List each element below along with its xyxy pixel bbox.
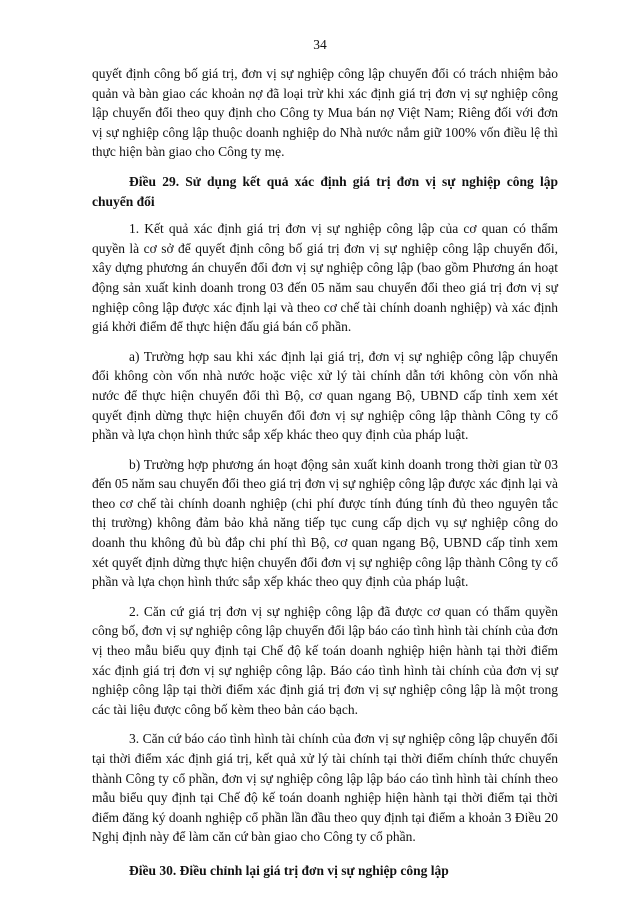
paragraph-continuation: quyết định công bố giá trị, đơn vị sự nghiệp công lập chuyển đổi có trách nhiệm bảo quản và bàn giao các khoản nợ đã loại trừ khi xác định giá trị đơn vị sự nghiệp công lập chuyển đổi theo quy định cho Công ty Mua bán nợ Việt Nam; Riêng đối với đơn vị sự nghiệp công lập thuộc doanh nghiệp do Nhà nước nắm giữ 100% vốn điều lệ thì thực hiện bàn giao cho Công ty mẹ. [92,66,558,160]
clause-1a: a) Trường hợp sau khi xác định lại giá trị, đơn vị sự nghiệp công lập chuyển đổi không còn vốn nhà nước hoặc việc xử lý tài chính dẫn tới không còn vốn nhà nước để thực hiện chuyển đổi thì Bộ, cơ quan ngang Bộ, UBND cấp tỉnh xem xét quyết định dừng thực hiện chuyển đổi đơn vị sự nghiệp công lập thành Công ty cổ phần và lựa chọn hình thức sắp xếp khác theo quy định của pháp luật. [92,348,558,443]
clause-2: 2. Căn cứ giá trị đơn vị sự nghiệp công lập đã được cơ quan có thẩm quyền công bố, đơn vị sự nghiệp công lập chuyển đổi lập báo cáo tình hình tài chính của đơn vị theo mẫu biểu quy định tại Chế độ kế toán doanh nghiệp hiện hành tại thời điểm xác định giá trị đơn vị sự nghiệp công lập. Báo cáo tình hình tài chính của đơn vị sự nghiệp công lập tại thời điểm xác định giá trị đơn vị sự nghiệp công lập là một trong các tài liệu được công bố kèm theo bản cáo bạch. [92,603,558,717]
document-body [92,64,558,889]
article-29-heading: Điều 29. Sử dụng kết quả xác định giá trị đơn vị sự nghiệp công lập chuyển đổi [92,173,558,209]
page-number: 34 [313,37,327,52]
clause-1b: b) Trường hợp phương án hoạt động sản xuất kinh doanh trong thời gian từ 03 đến 05 năm sau chuyển đổi theo giá trị đơn vị sự nghiệp công lập được xác định lại và theo cơ chế tài chính doanh nghiệp (chi phí được tính đúng tính đủ theo nguyên tắc thị trường) không đảm bảo khả năng tiếp tục cung cấp dịch vụ sự nghiệp công do doanh thu không đủ bù đắp chi phí thì Bộ, cơ quan ngang Bộ, UBND cấp tỉnh xem xét quyết định dừng thực hiện chuyển đổi đơn vị sự nghiệp công lập thành Công ty cổ phần và lựa chọn hình thức sắp xếp khác theo quy định của pháp luật. [92,456,558,590]
article-30-heading: Điều 30. Điều chỉnh lại giá trị đơn vị sự nghiệp công lập [129,862,449,878]
clause-3: 3. Căn cứ báo cáo tình hình tài chính của đơn vị sự nghiệp công lập chuyển đổi tại thời điểm xác định giá trị, kết quả xử lý tài chính tại thời điểm chính thức chuyển thành Công ty cổ phần, đơn vị sự nghiệp công lập lập báo cáo tình hình tài chính theo mẫu biểu quy định tại Chế độ kế toán doanh nghiệp hiện hành tại thời điểm tại thời điểm đăng ký doanh nghiệp cổ phần lần đầu theo quy định tại điểm a khoản 3 Điều 20 Nghị định này để làm căn cứ bàn giao cho Công ty cổ phần. [92,731,558,845]
clause-1: 1. Kết quả xác định giá trị đơn vị sự nghiệp công lập của cơ quan có thẩm quyền là cơ sở để quyết định công bố giá trị đơn vị sự nghiệp công lập chuyển đổi, xây dựng phương án chuyển đổi đơn vị sự nghiệp công lập (bao gồm Phương án hoạt động sản xuất kinh doanh trong 03 đến 05 năm sau chuyển đổi theo giá trị đơn vị sự nghiệp công lập được xác định lại và theo cơ chế tài chính doanh nghiệp) và xác định giá khởi điểm để thực hiện đấu giá bán cổ phần. [92,221,558,335]
